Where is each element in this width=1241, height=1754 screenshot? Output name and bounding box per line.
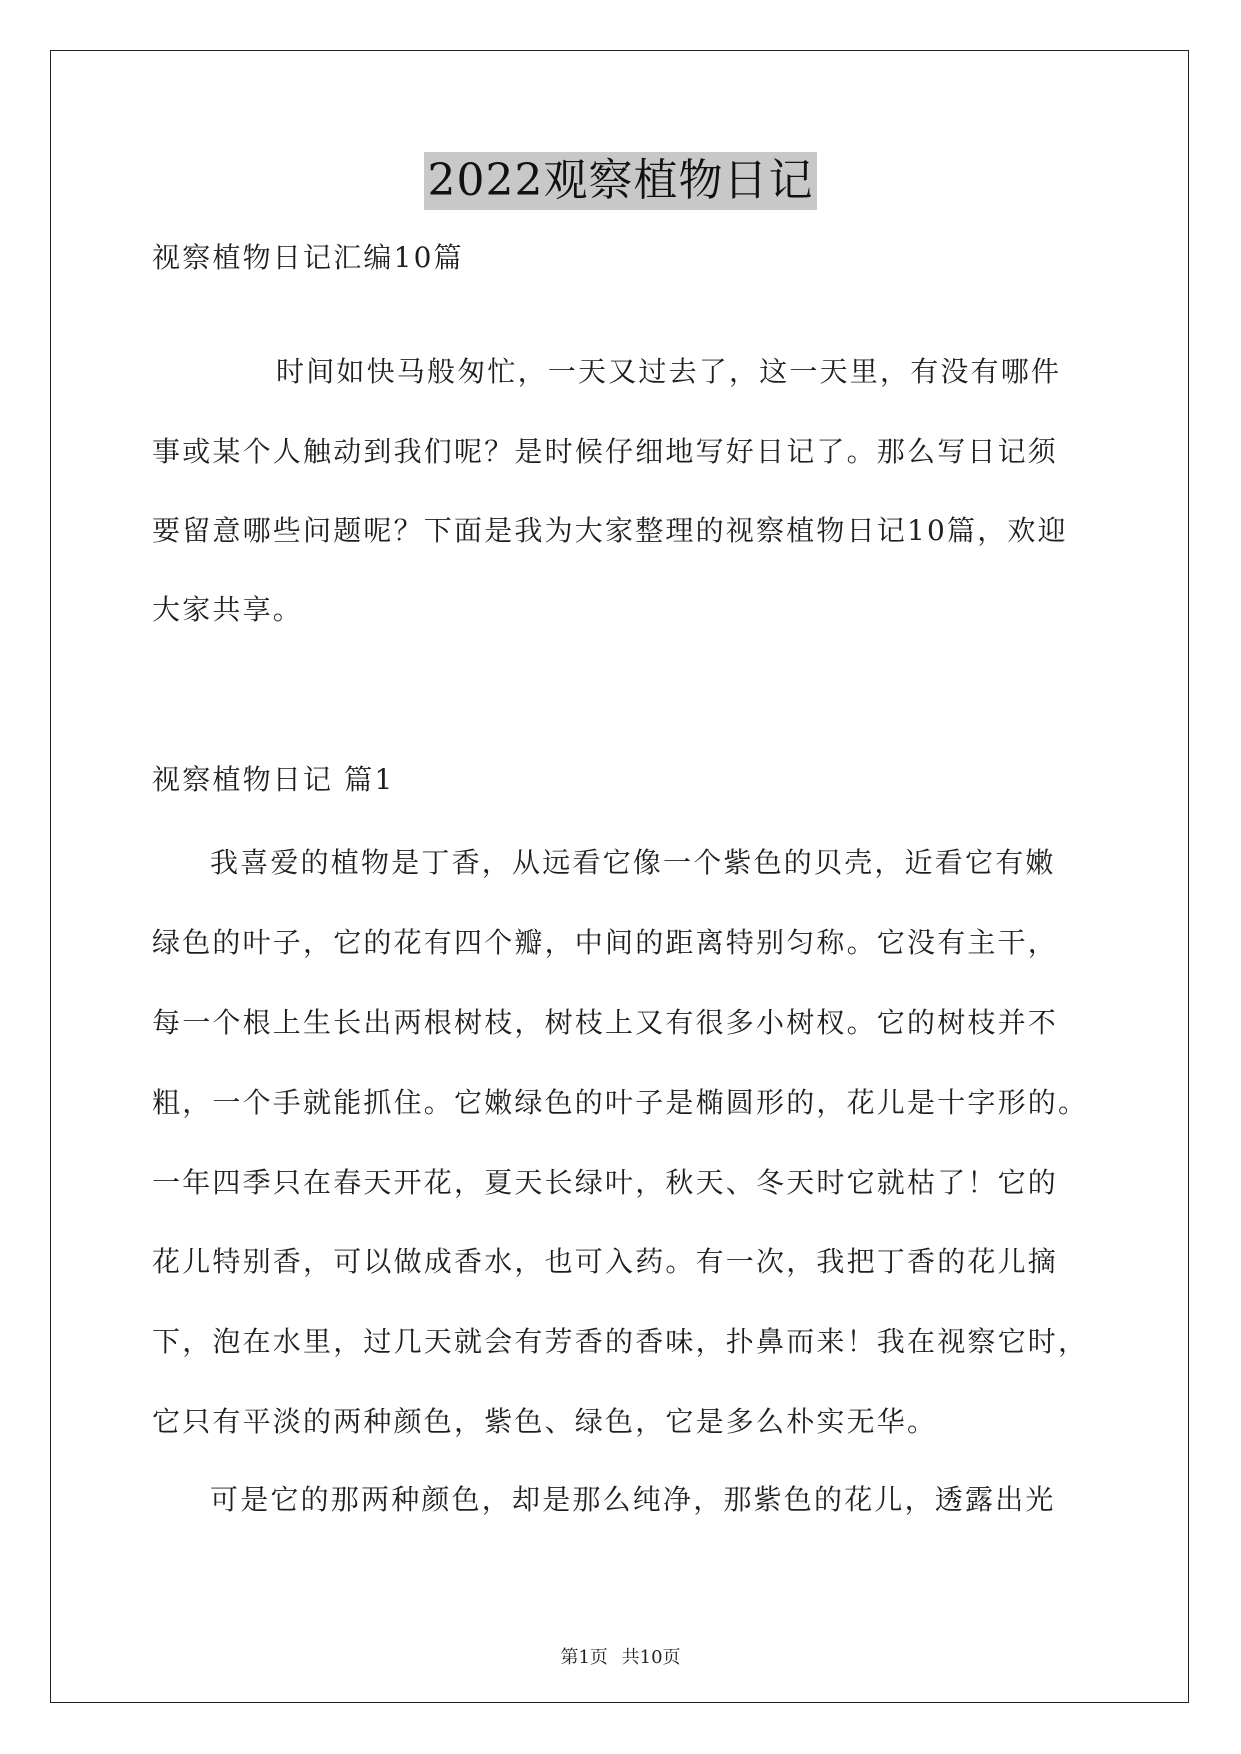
body-line: 可是它的那两种颜色，却是那么纯净，那紫色的花儿，透露出光 <box>210 1483 1056 1516</box>
body-line: 粗，一个手就能抓住。它嫩绿色的叶子是椭圆形的，花儿是十字形的。 <box>152 1086 1089 1119</box>
page-total: 共10页 <box>621 1647 681 1668</box>
body-line: 我喜爱的植物是丁香，从远看它像一个紫色的贝壳，近看它有嫩 <box>210 846 1056 879</box>
body-line: 它只有平淡的两种颜色，紫色、绿色，它是多么朴实无华。 <box>152 1405 938 1438</box>
body-line: 一年四季只在春天开花，夏天长绿叶，秋天、冬天时它就枯了！它的 <box>152 1166 1059 1199</box>
body-line: 绿色的叶子，它的花有四个瓣，中间的距离特别匀称。它没有主干， <box>152 926 1059 959</box>
intro-line: 大家共享。 <box>152 593 304 626</box>
intro-line: 时间如快马般匆忙，一天又过去了，这一天里，有没有哪件 <box>276 355 1062 388</box>
body-line: 每一个根上生长出两根树枝，树枝上又有很多小树杈。它的树枝并不 <box>152 1006 1059 1039</box>
subtitle: 视察植物日记汇编10篇 <box>152 241 464 274</box>
intro-line: 事或某个人触动到我们呢？是时候仔细地写好日记了。那么写日记须 <box>152 435 1059 468</box>
intro-line: 要留意哪些问题呢？下面是我为大家整理的视察植物日记10篇，欢迎 <box>152 514 1068 547</box>
body-line: 花儿特别香，可以做成香水，也可入药。有一次，我把丁香的花儿摘 <box>152 1245 1059 1278</box>
body-line: 下，泡在水里，过几天就会有芳香的香味，扑鼻而来！我在视察它时， <box>152 1325 1089 1358</box>
document-title: 2022观察植物日记 <box>424 152 818 210</box>
section-heading: 视察植物日记 篇1 <box>152 763 395 796</box>
page-footer <box>0 1646 1241 1670</box>
title-container <box>0 152 1241 210</box>
page-number: 第1页 <box>560 1647 608 1668</box>
